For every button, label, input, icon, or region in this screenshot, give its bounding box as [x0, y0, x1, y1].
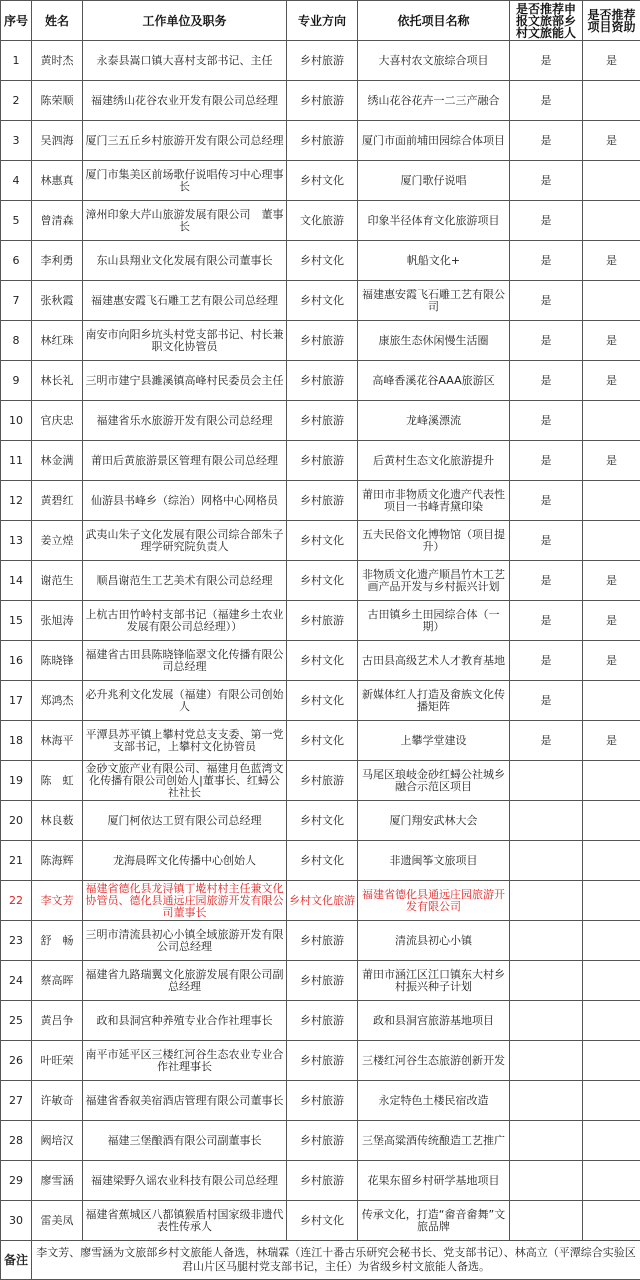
remark-row: [1, 1241, 640, 1280]
cell-project: 后黄村生态文化旅游提升: [358, 441, 510, 481]
cell-seq: 19: [1, 761, 32, 801]
table-row: [1, 481, 640, 521]
cell-org: 南平市延平区三楼红河谷生态农业专业合作社理事长: [83, 1041, 287, 1081]
header-row: [1, 1, 640, 41]
table-row: [1, 1201, 640, 1241]
table-row: [1, 201, 640, 241]
cell-org: 金砂文旅产业有限公司、福建月色蓝湾文化传播有限公司创始人|董事长、红蟳公社社长: [83, 761, 287, 801]
cell-rec-national: [510, 1161, 583, 1201]
cell-seq: 28: [1, 1121, 32, 1161]
cell-field: 乡村旅游: [287, 1081, 358, 1121]
cell-name: 叶旺荣: [32, 1041, 83, 1081]
cell-rec-funding: 是: [583, 41, 640, 81]
cell-seq: 21: [1, 841, 32, 881]
header-seq: 序号: [1, 1, 32, 41]
cell-project: 五夫民俗文化博物馆（项目提升）: [358, 521, 510, 561]
cell-rec-funding: 是: [583, 321, 640, 361]
cell-rec-funding: [583, 1001, 640, 1041]
cell-name: 雷美凤: [32, 1201, 83, 1241]
cell-field: 乡村旅游: [287, 361, 358, 401]
cell-rec-funding: [583, 201, 640, 241]
table-row: [1, 321, 640, 361]
cell-field: 文化旅游: [287, 201, 358, 241]
cell-seq: 30: [1, 1201, 32, 1241]
cell-rec-national: 是: [510, 641, 583, 681]
cell-field: 乡村旅游: [287, 1041, 358, 1081]
cell-seq: 3: [1, 121, 32, 161]
cell-name: 陈海辉: [32, 841, 83, 881]
cell-rec-funding: [583, 841, 640, 881]
table-row: [1, 721, 640, 761]
table-row: [1, 561, 640, 601]
cell-field: 乡村旅游: [287, 401, 358, 441]
cell-name: 林红珠: [32, 321, 83, 361]
cell-project: 非遗闽筝文旅项目: [358, 841, 510, 881]
cell-rec-national: [510, 1081, 583, 1121]
cell-field: 乡村旅游: [287, 921, 358, 961]
table-row: [1, 641, 640, 681]
cell-seq: 2: [1, 81, 32, 121]
cell-seq: 24: [1, 961, 32, 1001]
cell-rec-funding: [583, 521, 640, 561]
cell-name: 陈 虹: [32, 761, 83, 801]
table-row: [1, 41, 640, 81]
cell-project: 莆田市涵江区江口镇东大村乡村振兴种子计划: [358, 961, 510, 1001]
cell-org: 莆田后黄旅游景区管理有限公司总经理: [83, 441, 287, 481]
cell-org: 必升兆利文化发展（福建）有限公司创始人: [83, 681, 287, 721]
cell-field: 乡村旅游: [287, 121, 358, 161]
cell-org: 政和县洞宫种养殖专业合作社理事长: [83, 1001, 287, 1041]
table-row: [1, 921, 640, 961]
cell-name: 谢范生: [32, 561, 83, 601]
cell-project: 古田镇乡土田园综合体（一期）: [358, 601, 510, 641]
cell-name: 林良薮: [32, 801, 83, 841]
cell-org: 福建三堡酿酒有限公司副董事长: [83, 1121, 287, 1161]
cell-org: 仙游县书峰乡（综治）网格中心网格员: [83, 481, 287, 521]
cell-project: 新媒体红人打造及畲族文化传播矩阵: [358, 681, 510, 721]
cell-org: 顺昌谢范生工艺美术有限公司总经理: [83, 561, 287, 601]
table-row: [1, 881, 640, 921]
cell-org: 龙海晨晖文化传播中心创始人: [83, 841, 287, 881]
cell-rec-funding: [583, 801, 640, 841]
cell-project: 厦门翔安武林大会: [358, 801, 510, 841]
cell-org: 福建省德化县龙浔镇丁墘村村主任兼文化协管员、德化县通远庄园旅游开发有限公司董事长: [83, 881, 287, 921]
cell-field: 乡村文化: [287, 161, 358, 201]
cell-seq: 1: [1, 41, 32, 81]
cell-rec-national: 是: [510, 561, 583, 601]
cell-rec-national: [510, 1201, 583, 1241]
cell-rec-national: 是: [510, 721, 583, 761]
cell-rec-funding: [583, 921, 640, 961]
cell-rec-funding: [583, 281, 640, 321]
cell-rec-national: 是: [510, 241, 583, 281]
cell-name: 林海平: [32, 721, 83, 761]
cell-rec-funding: 是: [583, 721, 640, 761]
cell-name: 张旭涛: [32, 601, 83, 641]
cell-seq: 6: [1, 241, 32, 281]
cell-org: 三明市建宁县濉溪镇高峰村民委员会主任: [83, 361, 287, 401]
cell-rec-funding: [583, 481, 640, 521]
table-row: [1, 1041, 640, 1081]
cell-field: 乡村旅游: [287, 321, 358, 361]
cell-name: 阙培汉: [32, 1121, 83, 1161]
cell-rec-national: 是: [510, 161, 583, 201]
cell-project: 三楼红河谷生态旅游创新开发: [358, 1041, 510, 1081]
cell-rec-funding: 是: [583, 641, 640, 681]
cell-field: 乡村文化: [287, 681, 358, 721]
cell-rec-funding: 是: [583, 361, 640, 401]
table-row: [1, 801, 640, 841]
cell-seq: 9: [1, 361, 32, 401]
table-row: [1, 401, 640, 441]
cell-rec-funding: [583, 881, 640, 921]
cell-rec-funding: 是: [583, 441, 640, 481]
cell-org: 福建省乐水旅游开发有限公司总经理: [83, 401, 287, 441]
cell-org: 厦门三五丘乡村旅游开发有限公司总经理: [83, 121, 287, 161]
cell-project: 帆船文化+: [358, 241, 510, 281]
table-row: [1, 841, 640, 881]
header-field: 专业方向: [287, 1, 358, 41]
cell-project: 三堡高粱酒传统酿造工艺推广: [358, 1121, 510, 1161]
cell-project: 马尾区琅岐金砂红蟳公社城乡融合示范区项目: [358, 761, 510, 801]
cell-rec-funding: 是: [583, 241, 640, 281]
cell-rec-national: 是: [510, 681, 583, 721]
cell-rec-national: 是: [510, 361, 583, 401]
cell-field: 乡村旅游: [287, 601, 358, 641]
cell-field: 乡村旅游: [287, 81, 358, 121]
table-row: [1, 121, 640, 161]
table-row: [1, 1121, 640, 1161]
cell-rec-national: [510, 1041, 583, 1081]
cell-field: 乡村文化: [287, 521, 358, 561]
cell-name: 黄吕争: [32, 1001, 83, 1041]
cell-seq: 16: [1, 641, 32, 681]
cell-rec-funding: [583, 961, 640, 1001]
cell-org: 东山县翔业文化发展有限公司董事长: [83, 241, 287, 281]
cell-org: 永泰县嵩口镇大喜村支部书记、主任: [83, 41, 287, 81]
table-row: [1, 161, 640, 201]
cell-project: 非物质文化遗产顺昌竹木工艺画产品开发与乡村振兴计划: [358, 561, 510, 601]
cell-seq: 17: [1, 681, 32, 721]
cell-project: 福建惠安霞飞石雕工艺有限公司: [358, 281, 510, 321]
cell-field: 乡村旅游: [287, 41, 358, 81]
cell-seq: 5: [1, 201, 32, 241]
cell-seq: 10: [1, 401, 32, 441]
table-row: [1, 281, 640, 321]
cell-seq: 25: [1, 1001, 32, 1041]
cell-rec-national: 是: [510, 41, 583, 81]
cell-org: 福建省九路瑞翼文化旅游发展有限公司副总经理: [83, 961, 287, 1001]
cell-seq: 8: [1, 321, 32, 361]
cell-seq: 29: [1, 1161, 32, 1201]
cell-project: 大喜村农文旅综合项目: [358, 41, 510, 81]
cell-field: 乡村旅游: [287, 961, 358, 1001]
cell-field: 乡村旅游: [287, 481, 358, 521]
cell-name: 林金满: [32, 441, 83, 481]
cell-name: 张秋霞: [32, 281, 83, 321]
table-row: [1, 961, 640, 1001]
cell-field: 乡村文化: [287, 721, 358, 761]
cell-name: 舒 畅: [32, 921, 83, 961]
cell-seq: 4: [1, 161, 32, 201]
cell-org: 武夷山朱子文化发展有限公司综合部朱子理学研究院负责人: [83, 521, 287, 561]
cell-project: 花果东留乡村研学基地项目: [358, 1161, 510, 1201]
cell-rec-national: [510, 1121, 583, 1161]
cell-seq: 11: [1, 441, 32, 481]
cell-name: 黄时杰: [32, 41, 83, 81]
remark-text: 李文芳、廖雪涵为文旅部乡村文旅能人备选，林瑞霖（连江十番古乐研究会秘书长、党支部书记）、林高立（平潭综合实验区君山片区马腿村党支部书记，主任）为省级乡村文旅能人备选。: [32, 1241, 640, 1280]
cell-project: 福建省德化县通远庄园旅游开发有限公司: [358, 881, 510, 921]
table-row: [1, 1001, 640, 1041]
cell-org: 厦门柯依达工贸有限公司总经理: [83, 801, 287, 841]
cell-name: 郑鸿杰: [32, 681, 83, 721]
cell-name: 林惠真: [32, 161, 83, 201]
cell-project: 印象半径体育文化旅游项目: [358, 201, 510, 241]
cell-field: 乡村旅游: [287, 441, 358, 481]
cell-rec-national: [510, 881, 583, 921]
cell-name: 陈晓锋: [32, 641, 83, 681]
cell-seq: 27: [1, 1081, 32, 1121]
cell-project: 康旅生态休闲慢生活圈: [358, 321, 510, 361]
cell-name: 李利勇: [32, 241, 83, 281]
cell-org: 平潭县苏平镇上攀村党总支支委、第一党支部书记，上攀村文化协管员: [83, 721, 287, 761]
cell-rec-funding: 是: [583, 601, 640, 641]
cell-org: 南安市向阳乡坑头村党支部书记、村长兼职文化协管员: [83, 321, 287, 361]
cell-org: 福建梁野久谣农业科技有限公司总经理: [83, 1161, 287, 1201]
table-row: [1, 81, 640, 121]
cell-rec-national: 是: [510, 601, 583, 641]
cell-project: 高峰香溪花谷AAA旅游区: [358, 361, 510, 401]
cell-field: 乡村文化旅游: [287, 881, 358, 921]
cell-seq: 15: [1, 601, 32, 641]
table-row: [1, 441, 640, 481]
cell-rec-national: 是: [510, 481, 583, 521]
cell-seq: 23: [1, 921, 32, 961]
cell-name: 李文芳: [32, 881, 83, 921]
cell-name: 林长礼: [32, 361, 83, 401]
cell-org: 漳州印象大芹山旅游发展有限公司 董事长: [83, 201, 287, 241]
cell-rec-funding: [583, 761, 640, 801]
table-row: [1, 1081, 640, 1121]
cell-org: 福建省蕉城区八都镇猴盾村国家级非遗代表性传承人: [83, 1201, 287, 1241]
cell-project: 龙峰溪漂流: [358, 401, 510, 441]
cell-rec-national: 是: [510, 121, 583, 161]
cell-project: 绣山花谷花卉一二三产融合: [358, 81, 510, 121]
cell-rec-funding: [583, 1081, 640, 1121]
cell-seq: 20: [1, 801, 32, 841]
cell-project: 厦门市面前埔田园综合体项目: [358, 121, 510, 161]
cell-project: 政和县洞宫旅游基地项目: [358, 1001, 510, 1041]
cell-rec-funding: [583, 1121, 640, 1161]
cell-field: 乡村旅游: [287, 1001, 358, 1041]
header-project: 依托项目名称: [358, 1, 510, 41]
cell-seq: 7: [1, 281, 32, 321]
table-row: [1, 601, 640, 641]
cell-seq: 26: [1, 1041, 32, 1081]
cell-org: 上杭古田竹岭村支部书记（福建乡土农业发展有限公司总经理））: [83, 601, 287, 641]
cell-name: 吴泗海: [32, 121, 83, 161]
cell-rec-national: [510, 1001, 583, 1041]
cell-org: 福建惠安霞飞石雕工艺有限公司总经理: [83, 281, 287, 321]
table-row: [1, 1161, 640, 1201]
remark-label: 备注: [1, 1241, 32, 1280]
header-org: 工作单位及职务: [83, 1, 287, 41]
cell-seq: 18: [1, 721, 32, 761]
cell-name: 蔡高晖: [32, 961, 83, 1001]
cell-rec-national: 是: [510, 81, 583, 121]
cell-field: 乡村旅游: [287, 1161, 358, 1201]
cell-rec-funding: 是: [583, 561, 640, 601]
cell-field: 乡村文化: [287, 641, 358, 681]
cell-rec-national: [510, 961, 583, 1001]
cell-seq: 13: [1, 521, 32, 561]
cell-rec-national: 是: [510, 521, 583, 561]
cell-project: 永定特色土楼民宿改造: [358, 1081, 510, 1121]
cell-name: 黄碧红: [32, 481, 83, 521]
cell-field: 乡村旅游: [287, 761, 358, 801]
cell-project: 莆田市非物质文化遗产代表性项目一书峰青黛印染: [358, 481, 510, 521]
table-row: [1, 241, 640, 281]
cell-name: 官庆忠: [32, 401, 83, 441]
cell-rec-national: [510, 761, 583, 801]
cell-project: 上攀学堂建设: [358, 721, 510, 761]
cell-org: 福建省香叙美宿酒店管理有限公司董事长: [83, 1081, 287, 1121]
cell-field: 乡村文化: [287, 801, 358, 841]
cell-rec-funding: [583, 1201, 640, 1241]
cell-rec-national: 是: [510, 201, 583, 241]
cell-field: 乡村文化: [287, 241, 358, 281]
cell-name: 许敏奇: [32, 1081, 83, 1121]
cell-project: 传承文化，打造“畲音畲舞”文旅品牌: [358, 1201, 510, 1241]
cell-seq: 14: [1, 561, 32, 601]
cell-rec-funding: [583, 81, 640, 121]
table-row: [1, 361, 640, 401]
cell-rec-national: [510, 841, 583, 881]
cell-seq: 22: [1, 881, 32, 921]
table-row: [1, 521, 640, 561]
header-rec-funding: 是否推荐项目资助: [583, 1, 640, 41]
cell-rec-funding: [583, 161, 640, 201]
cell-field: 乡村旅游: [287, 1121, 358, 1161]
cell-project: 厦门歌仔说唱: [358, 161, 510, 201]
cell-rec-national: [510, 921, 583, 961]
cell-rec-funding: [583, 401, 640, 441]
cell-project: 清流县初心小镇: [358, 921, 510, 961]
cell-rec-national: 是: [510, 441, 583, 481]
cell-rec-national: [510, 801, 583, 841]
cell-name: 廖雪涵: [32, 1161, 83, 1201]
cell-org: 福建绣山花谷农业开发有限公司总经理: [83, 81, 287, 121]
cell-name: 陈荣顺: [32, 81, 83, 121]
cell-rec-funding: [583, 1161, 640, 1201]
header-rec-national: 是否推荐申报文旅部乡村文旅能人: [510, 1, 583, 41]
cell-field: 乡村文化: [287, 1201, 358, 1241]
cell-rec-funding: [583, 681, 640, 721]
cell-name: 曾清森: [32, 201, 83, 241]
table-row: [1, 761, 640, 801]
cell-field: 乡村文化: [287, 841, 358, 881]
header-name: 姓名: [32, 1, 83, 41]
cell-org: 厦门市集美区前场歌仔说唱传习中心理事长: [83, 161, 287, 201]
cell-rec-national: 是: [510, 401, 583, 441]
table-row: [1, 681, 640, 721]
cell-rec-national: 是: [510, 281, 583, 321]
cell-name: 姜立煌: [32, 521, 83, 561]
cell-rec-national: 是: [510, 321, 583, 361]
cell-field: 乡村文化: [287, 281, 358, 321]
cell-seq: 12: [1, 481, 32, 521]
cell-org: 三明市清流县初心小镇全域旅游开发有限公司总经理: [83, 921, 287, 961]
cell-rec-funding: [583, 1041, 640, 1081]
cell-rec-funding: 是: [583, 121, 640, 161]
cell-field: 乡村文化: [287, 561, 358, 601]
cell-org: 福建省古田县陈晓锋临翠文化传播有限公司总经理: [83, 641, 287, 681]
cell-project: 古田县高级艺术人才教育基地: [358, 641, 510, 681]
